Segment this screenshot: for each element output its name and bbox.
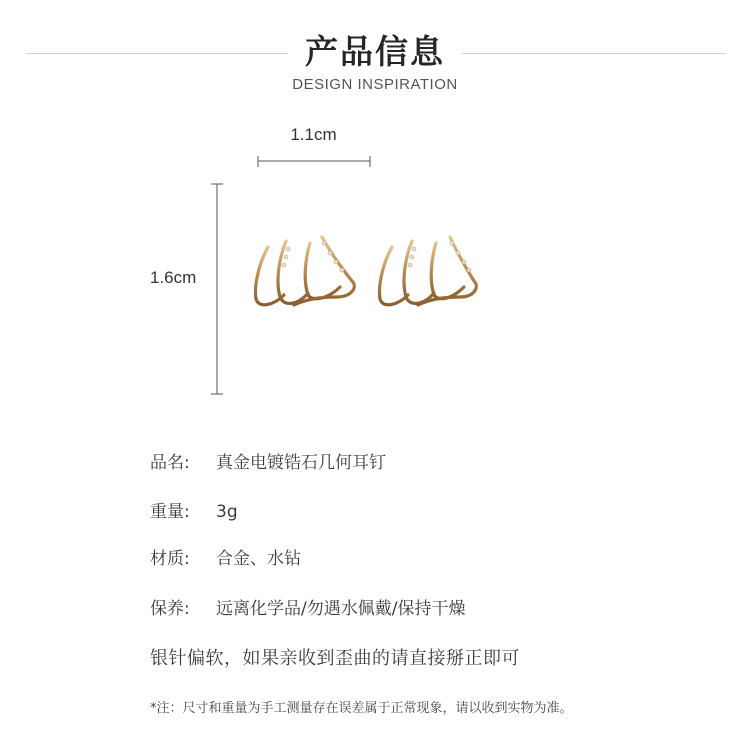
spec-value: 3g xyxy=(216,502,238,522)
spec-row-weight xyxy=(150,497,238,522)
width-dimension-label: 1.1cm xyxy=(290,125,337,144)
spec-row-material xyxy=(150,544,301,569)
spec-value: 远离化学品/勿遇水佩戴/保持干燥 xyxy=(216,599,466,619)
spec-value: 合金、水钻 xyxy=(216,549,301,569)
left-earring xyxy=(256,237,355,305)
spec-label: 重量: xyxy=(150,502,190,522)
page-subtitle: DESIGN INSPIRATION xyxy=(292,76,458,93)
spec-label: 材质: xyxy=(150,549,190,569)
care-note: 银针偏软，如果亲收到歪曲的请直接掰正即可 xyxy=(150,648,520,669)
page-title: 产品信息 xyxy=(305,32,445,71)
spec-row-care xyxy=(150,594,465,619)
ear-cuff-earrings-icon xyxy=(240,225,490,325)
height-dimension-line xyxy=(211,184,223,394)
spec-row-name xyxy=(150,448,386,473)
height-dimension-label: 1.6cm xyxy=(150,268,197,287)
footnote: *注：尺寸和重量为手工测量存在误差属于正常现象，请以收到实物为准。 xyxy=(150,701,573,716)
spec-label: 保养: xyxy=(150,599,190,619)
spec-value: 真金电镀锆石几何耳钉 xyxy=(216,453,386,473)
right-earring xyxy=(380,237,477,305)
spec-label: 品名: xyxy=(150,453,190,473)
width-dimension-line xyxy=(258,156,370,167)
